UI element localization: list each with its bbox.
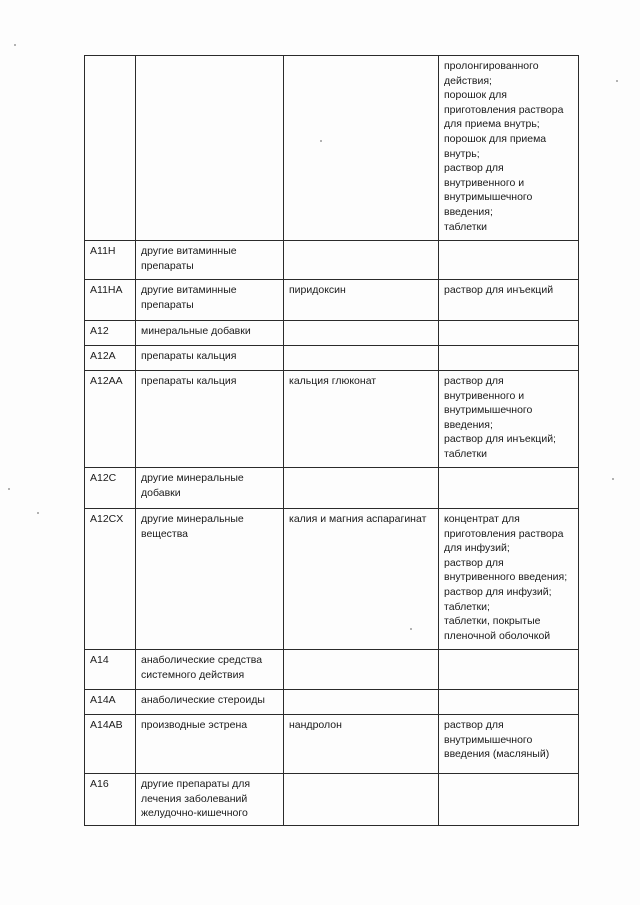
dosage-form-cell	[439, 321, 579, 346]
scan-speck	[8, 488, 10, 490]
inn-cell	[284, 774, 439, 826]
dosage-form-cell	[439, 241, 579, 280]
atc-group-name-cell: препараты кальция	[136, 371, 284, 468]
scan-speck	[612, 478, 614, 480]
atc-code-cell: A14	[85, 650, 136, 690]
atc-code-cell: A14A	[85, 690, 136, 715]
atc-group-name-cell: другие минеральные вещества	[136, 509, 284, 650]
dosage-form-cell	[439, 690, 579, 715]
atc-code-cell: A11HA	[85, 280, 136, 321]
dosage-form-cell: раствор для внутримышечного введения (масляный)	[439, 715, 579, 774]
inn-cell: калия и магния аспарагинат	[284, 509, 439, 650]
atc-group-name-cell: другие витаминные препараты	[136, 280, 284, 321]
inn-cell: пиридоксин	[284, 280, 439, 321]
dosage-form-cell: раствор для внутривенного и внутримышечного введения; раствор для инъекций; таблетки	[439, 371, 579, 468]
atc-code-cell: A12	[85, 321, 136, 346]
inn-cell	[284, 346, 439, 371]
atc-group-name-cell: анаболические стероиды	[136, 690, 284, 715]
dosage-form-cell	[439, 346, 579, 371]
atc-group-name-cell: другие препараты для лечения заболеваний желудочно-кишечного	[136, 774, 284, 826]
dosage-form-cell	[439, 468, 579, 509]
atc-group-name-cell: другие витаминные препараты	[136, 241, 284, 280]
inn-cell	[284, 321, 439, 346]
dosage-form-cell	[439, 774, 579, 826]
atc-group-name-cell: другие минеральные добавки	[136, 468, 284, 509]
scan-speck	[320, 140, 322, 142]
scan-speck	[37, 512, 39, 514]
inn-cell	[284, 650, 439, 690]
table-row	[85, 56, 579, 241]
inn-cell	[284, 56, 439, 241]
atc-group-name-cell	[136, 56, 284, 241]
atc-code-cell	[85, 56, 136, 241]
scan-speck	[616, 80, 618, 82]
scan-speck	[410, 628, 412, 630]
table-row	[85, 371, 579, 468]
atc-code-cell: A12A	[85, 346, 136, 371]
atc-code-cell: A14AB	[85, 715, 136, 774]
table-row	[85, 690, 579, 715]
atc-group-name-cell: анаболические средства системного действия	[136, 650, 284, 690]
inn-cell	[284, 241, 439, 280]
table-row	[85, 509, 579, 650]
inn-cell: нандролон	[284, 715, 439, 774]
scan-speck	[14, 44, 16, 46]
dosage-form-cell: пролонгированного действия; порошок для приготовления раствора для приема внутрь; порошок для приема внутрь; раствор для внутривенного и внутримышечного введения; таблетки	[439, 56, 579, 241]
inn-cell	[284, 690, 439, 715]
table-row	[85, 715, 579, 774]
table-row	[85, 241, 579, 280]
atc-code-cell: A12AA	[85, 371, 136, 468]
table-row	[85, 468, 579, 509]
atc-group-name-cell: минеральные добавки	[136, 321, 284, 346]
dosage-form-cell: раствор для инъекций	[439, 280, 579, 321]
inn-cell	[284, 468, 439, 509]
table-row	[85, 774, 579, 826]
inn-cell: кальция глюконат	[284, 371, 439, 468]
dosage-form-cell: концентрат для приготовления раствора для инфузий; раствор для внутривенного введения; раствор для инфузий; таблетки; таблетки, покрытые пленочной оболочкой	[439, 509, 579, 650]
atc-code-cell: A12CX	[85, 509, 136, 650]
atc-group-name-cell: препараты кальция	[136, 346, 284, 371]
table-row	[85, 346, 579, 371]
atc-code-cell: A12C	[85, 468, 136, 509]
drug-list-table	[84, 55, 579, 826]
dosage-form-cell	[439, 650, 579, 690]
table-row	[85, 650, 579, 690]
atc-group-name-cell: производные эстрена	[136, 715, 284, 774]
atc-code-cell: A11H	[85, 241, 136, 280]
table-row	[85, 280, 579, 321]
atc-code-cell: A16	[85, 774, 136, 826]
table-row	[85, 321, 579, 346]
